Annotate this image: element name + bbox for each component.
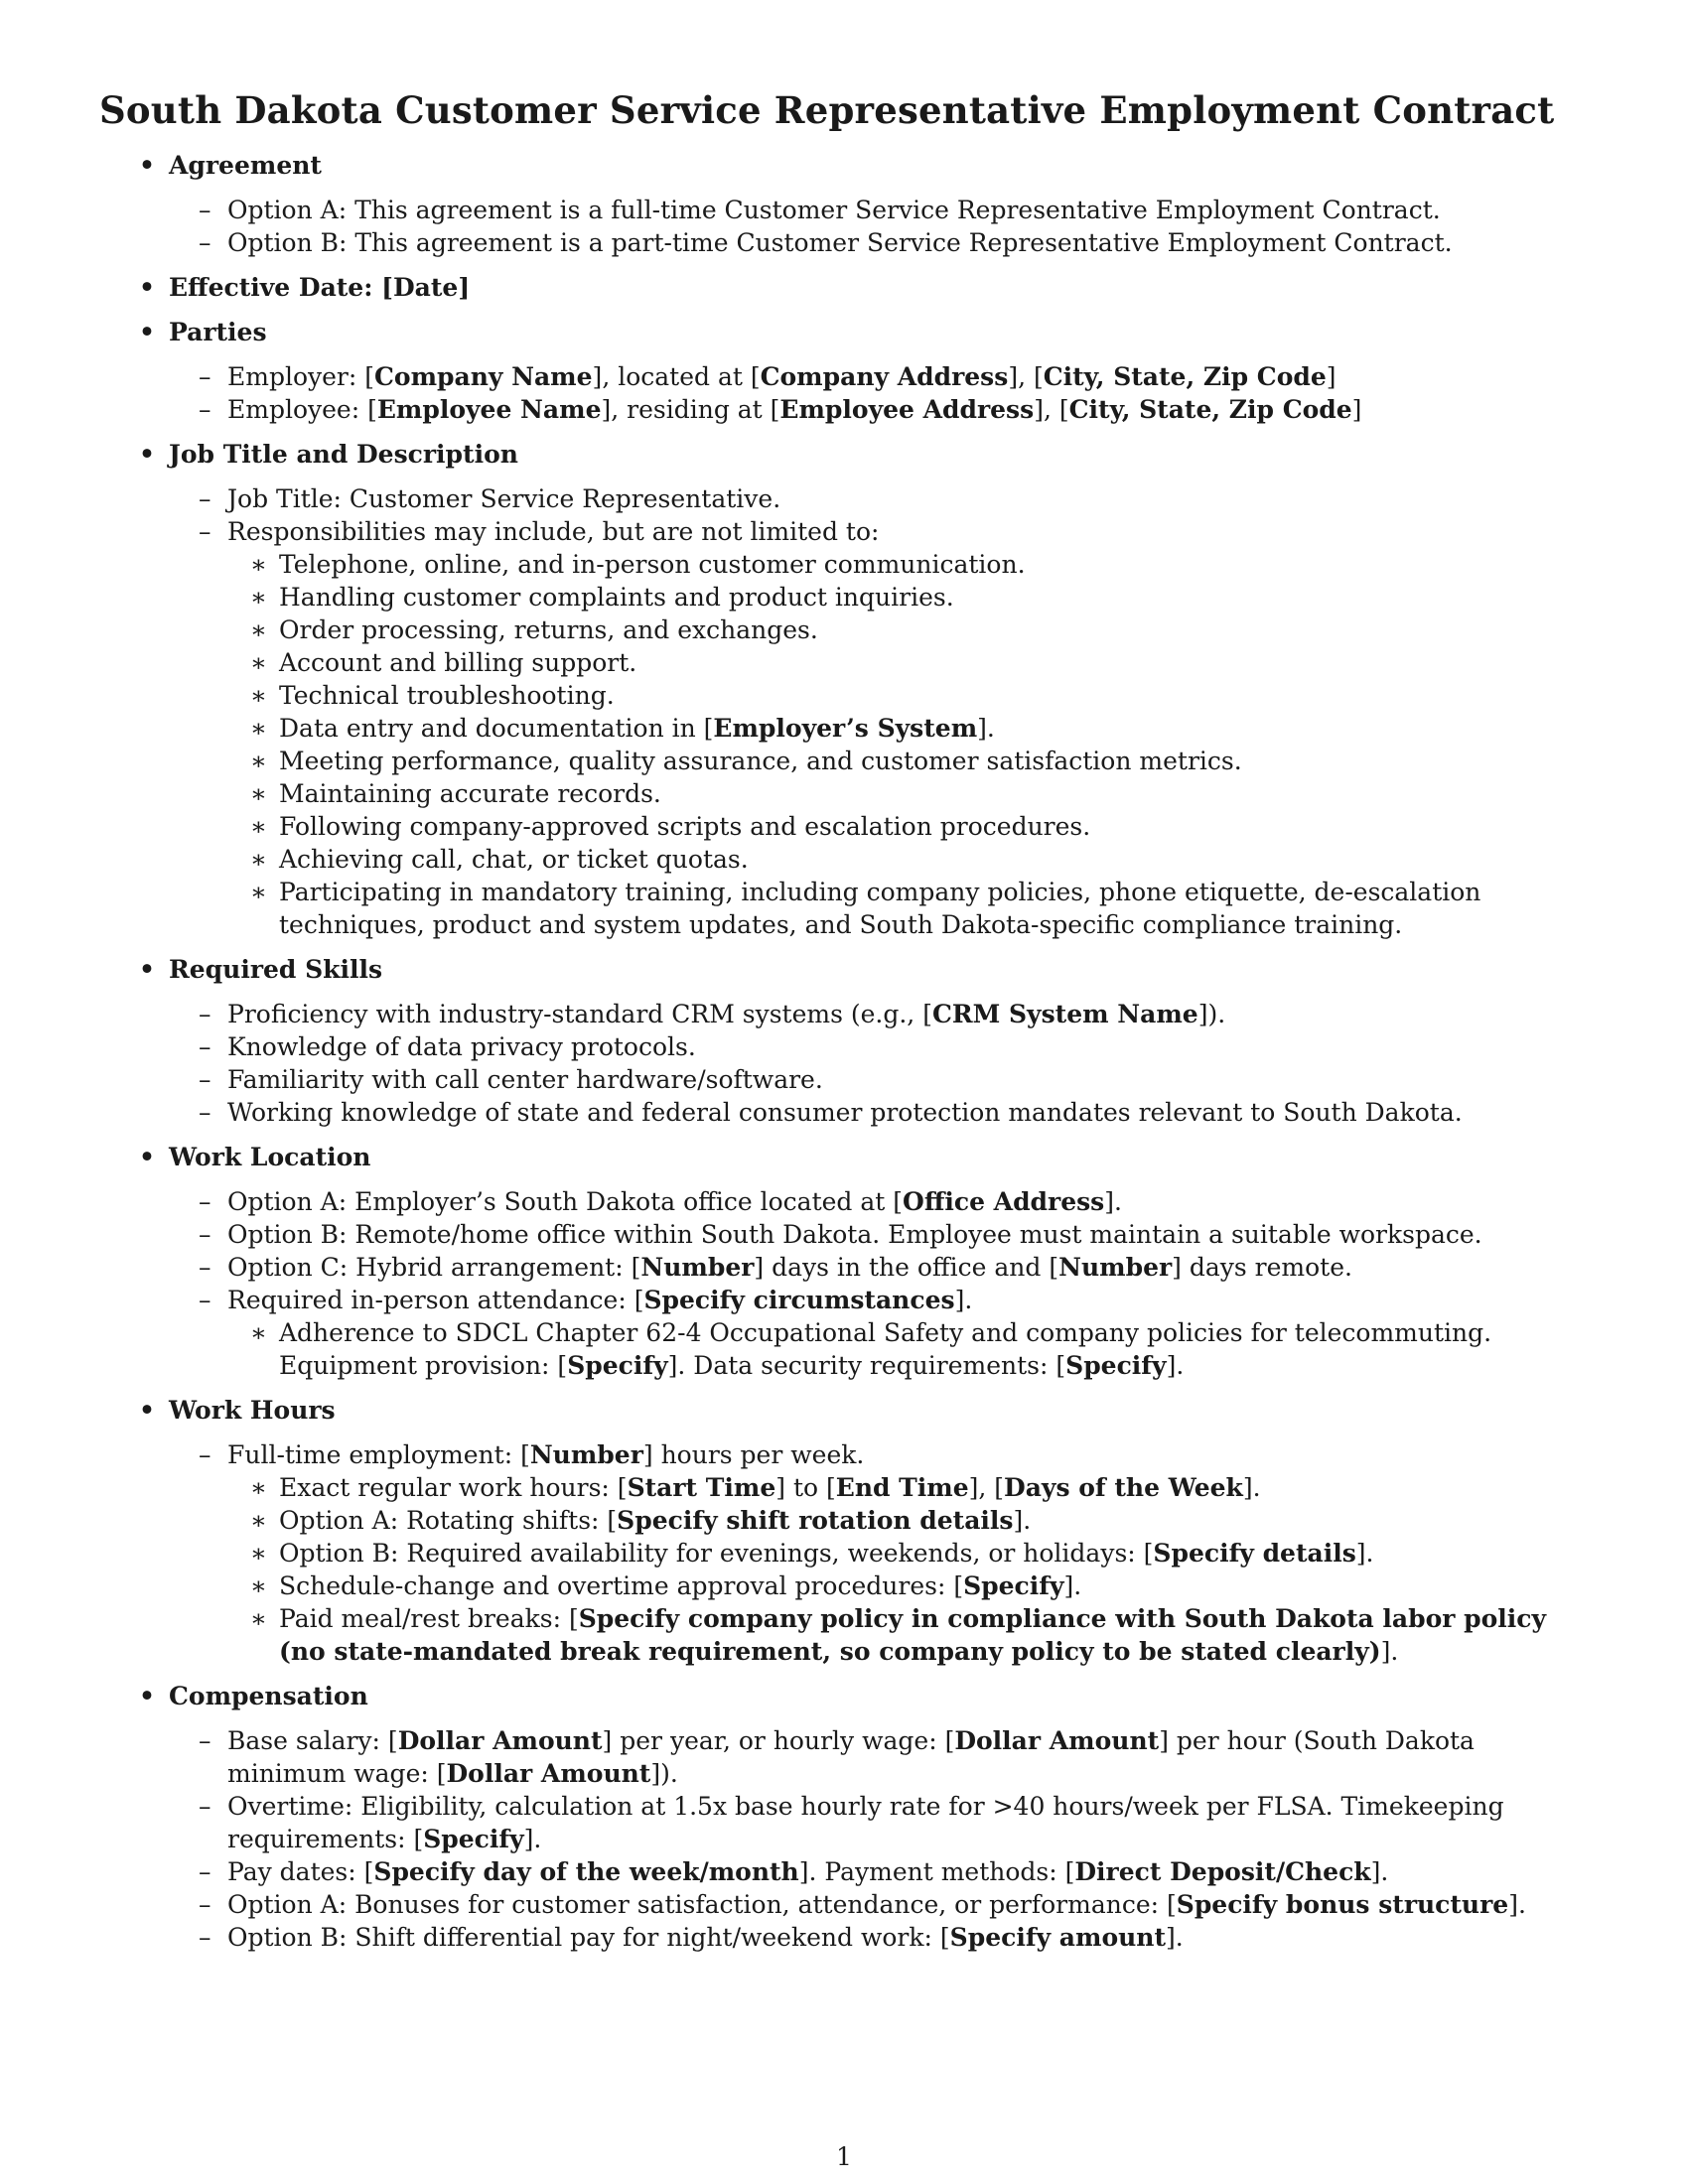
- page-number: 1: [836, 2142, 852, 2171]
- circumstances-field: Specify circumstances: [643, 1286, 955, 1314]
- office-days-field: Number: [640, 1253, 755, 1282]
- section-parties: [99, 316, 1599, 426]
- employer-label: Employer:: [227, 362, 357, 391]
- responsibility-item: ∗ Handling customer complaints and product inquiries.: [99, 581, 1599, 614]
- responsibility-item: ∗ Participating in mandatory training, including company policies, phone etiquette, de-escalation techniques, product and system updates, and South Dakota-specific compliance training.: [99, 876, 1599, 941]
- section-heading-skills: • Required Skills: [99, 953, 1599, 986]
- overtime-item: – Overtime: Eligibility, calculation at 1.5x base hourly rate for >40 hours/week per FLSA. Timekeeping requirements: [Specify].: [99, 1790, 1599, 1855]
- crm-system-field: CRM System Name: [931, 1000, 1198, 1028]
- timekeeping-field: Specify: [423, 1825, 524, 1853]
- residing-at-text: , residing at: [611, 395, 763, 424]
- comp-text: Pay dates:: [227, 1857, 356, 1886]
- remote-days-field: Number: [1058, 1253, 1173, 1282]
- salary-amount-field: Dollar Amount: [397, 1726, 603, 1755]
- hours-item: ∗ Option B: Required availability for evenings, weekends, or holidays: [Specify details].: [99, 1537, 1599, 1570]
- employer-system-field: Employer’s System: [713, 714, 978, 743]
- hours-item: ∗ Schedule-change and overtime approval procedures: [Specify].: [99, 1570, 1599, 1602]
- office-address-field: Office Address: [903, 1187, 1105, 1216]
- location-text: days remote.: [1189, 1253, 1352, 1282]
- minimum-wage-field: Dollar Amount: [446, 1759, 651, 1788]
- comp-text: Base salary:: [227, 1726, 380, 1755]
- skill-item: – Knowledge of data privacy protocols.: [99, 1030, 1599, 1063]
- shift-rotation-field: Specify shift rotation details: [617, 1506, 1014, 1535]
- section-heading-parties: • Parties: [99, 316, 1599, 348]
- agreement-option-a: – Option A: This agreement is a full-time Customer Service Representative Employment Contract.: [99, 194, 1599, 226]
- skill-text: Proficiency with industry-standard CRM systems (e.g.,: [227, 1000, 915, 1028]
- agreement-option-b: – Option B: This agreement is a part-time Customer Service Representative Employment Contract.: [99, 226, 1599, 259]
- effective-date-field: Date: [393, 273, 459, 302]
- comp-text: . Payment methods:: [808, 1857, 1057, 1886]
- base-salary-item: – Base salary: [Dollar Amount] per year, or hourly wage: [Dollar Amount] per hour (South Dakota minimum wage: [Dollar Amount]).: [99, 1724, 1599, 1790]
- section-heading-agreement: • Agreement: [99, 149, 1599, 182]
- pay-day-field: Specify day of the week/month: [373, 1857, 799, 1886]
- responsibility-item: ∗ Following company-approved scripts and escalation procedures.: [99, 810, 1599, 843]
- document-title: South Dakota Customer Service Representative Employment Contract: [99, 88, 1555, 132]
- responsibility-item: ∗ Account and billing support.: [99, 646, 1599, 679]
- hours-text: Exact regular work hours:: [279, 1473, 610, 1502]
- bonus-item: – Option A: Bonuses for customer satisfaction, attendance, or performance: [Specify bonus structure].: [99, 1888, 1599, 1921]
- responsibilities-intro: Responsibilities may include, but are not limited to:: [227, 517, 880, 546]
- hours-text: Schedule-change and overtime approval procedures:: [279, 1571, 946, 1600]
- shift-amount-field: Specify amount: [949, 1923, 1167, 1952]
- job-title-line: – Job Title: Customer Service Representative.: [99, 482, 1599, 515]
- employee-name-field: Employee Name: [376, 395, 602, 424]
- employer-address-field: Company Address: [760, 362, 1009, 391]
- section-heading-work-hours: • Work Hours: [99, 1394, 1599, 1427]
- employee-address-field: Employee Address: [779, 395, 1035, 424]
- location-option-a: – Option A: Employer’s South Dakota office located at [Office Address].: [99, 1185, 1599, 1218]
- section-heading-job: • Job Title and Description: [99, 438, 1599, 471]
- hours-text: hours per week.: [660, 1440, 865, 1469]
- employer-city-field: City, State, Zip Code: [1043, 362, 1327, 391]
- shift-differential-item: – Option B: Shift differential pay for night/weekend work: [Specify amount].: [99, 1921, 1599, 1954]
- skill-item: – Working knowledge of state and federal consumer protection mandates relevant to South Dakota.: [99, 1096, 1599, 1129]
- responsibility-text: Data entry and documentation in: [279, 714, 696, 743]
- hourly-wage-field: Dollar Amount: [954, 1726, 1160, 1755]
- skill-item: – Familiarity with call center hardware/software.: [99, 1063, 1599, 1096]
- section-skills: [99, 953, 1599, 1129]
- hours-text: Full-time employment:: [227, 1440, 513, 1469]
- break-policy-field: Specify company policy in compliance with South Dakota labor policy (no state-mandated break requirement, so company policy to be stated clearly): [279, 1604, 1547, 1666]
- hours-text: Option B: Required availability for evenings, weekends, or holidays:: [279, 1539, 1136, 1568]
- payment-method-field: Direct Deposit/Check: [1074, 1857, 1371, 1886]
- party-employee: – Employee: [Employee Name], residing at [Employee Address], [City, State, Zip Code]: [99, 393, 1599, 426]
- employee-city-field: City, State, Zip Code: [1068, 395, 1352, 424]
- employer-name-field: Company Name: [374, 362, 593, 391]
- responsibility-item: ∗ Order processing, returns, and exchanges.: [99, 614, 1599, 646]
- responsibility-item: ∗ Meeting performance, quality assurance, and customer satisfaction metrics.: [99, 745, 1599, 777]
- hours-item: ∗ Paid meal/rest breaks: [Specify company policy in compliance with South Dakota labor policy (no state-mandated break requirement, so company policy to be stated clearly)].: [99, 1602, 1599, 1668]
- location-text: Required in-person attendance:: [227, 1286, 627, 1314]
- equipment-field: Specify: [567, 1351, 668, 1380]
- hours-text: to: [792, 1473, 819, 1502]
- section-job: [99, 438, 1599, 941]
- telecommuting-text: Adherence to SDCL Chapter 62-4 Occupational Safety and company policies for telecommuting. Equipment provision:: [279, 1318, 1492, 1380]
- data-security-field: Specify: [1065, 1351, 1167, 1380]
- responsibility-item: ∗ Technical troubleshooting.: [99, 679, 1599, 712]
- skill-item: – Proficiency with industry-standard CRM systems (e.g., [CRM System Name]).: [99, 998, 1599, 1030]
- full-time-item: – Full-time employment: [Number] hours per week. ∗ Exact regular work hours: [Start Time] to [End Time], [Days of the Week]. ∗ Option A: Rotating shifts: [Specify shift rotation details]. ∗ Option B: Required availability for evenings, weekends, or holidays: [Specify details]. ∗ Schedule-change and overtime approval procedures: [Specify]. ∗ Paid meal/rest breaks: [Specify company policy in compliance with South Dakota labor policy (no state-mandated break requirement, so company policy to be stated clearly)].: [99, 1438, 1599, 1668]
- comp-text: Option B: Shift differential pay for night/weekend work:: [227, 1923, 932, 1952]
- location-required-attendance: – Required in-person attendance: [Specify circumstances]. ∗ Adherence to SDCL Chapter 62-4 Occupational Safety and company policies for telecommuting. Equipment provision: [Specify]. Data security requirements: [Specify].: [99, 1284, 1599, 1382]
- employee-label: Employee:: [227, 395, 360, 424]
- section-work-location: [99, 1141, 1599, 1382]
- section-compensation: [99, 1680, 1599, 1954]
- responsibility-item: ∗ Maintaining accurate records.: [99, 777, 1599, 810]
- telecommuting-item: ∗ Adherence to SDCL Chapter 62-4 Occupational Safety and company policies for telecommuting. Equipment provision: [Specify]. Data security requirements: [Specify].: [99, 1316, 1599, 1382]
- start-time-field: Start Time: [627, 1473, 776, 1502]
- comp-text: Option A: Bonuses for customer satisfaction, attendance, or performance:: [227, 1890, 1160, 1919]
- comp-text: per hour (South Dakota minimum wage:: [227, 1726, 1475, 1788]
- location-option-c: – Option C: Hybrid arrangement: [Number] days in the office and [Number] days remote.: [99, 1251, 1599, 1284]
- availability-details-field: Specify details: [1153, 1539, 1356, 1568]
- responsibility-item: ∗ Data entry and documentation in [Employer’s System].: [99, 712, 1599, 745]
- effective-date-line: • Effective Date: [Date]: [99, 271, 1599, 304]
- location-text: days in the office and: [772, 1253, 1042, 1282]
- section-heading-work-location: • Work Location: [99, 1141, 1599, 1173]
- section-heading-compensation: • Compensation: [99, 1680, 1599, 1712]
- section-agreement: [99, 149, 1599, 259]
- days-of-week-field: Days of the Week: [1004, 1473, 1243, 1502]
- location-text: Option A: Employer’s South Dakota office located at: [227, 1187, 886, 1216]
- party-employer: – Employer: [Company Name], located at [Company Address], [City, State, Zip Code]: [99, 360, 1599, 393]
- comp-text: per year, or hourly wage:: [620, 1726, 937, 1755]
- document-page: [99, 85, 1599, 1966]
- responsibility-item: ∗ Achieving call, chat, or ticket quotas.: [99, 843, 1599, 876]
- location-option-b: – Option B: Remote/home office within South Dakota. Employee must maintain a suitable workspace.: [99, 1218, 1599, 1251]
- hours-text: Paid meal/rest breaks:: [279, 1604, 561, 1633]
- responsibilities-item: [99, 515, 1599, 941]
- hours-text: Option A: Rotating shifts:: [279, 1506, 600, 1535]
- location-text: Option C: Hybrid arrangement:: [227, 1253, 624, 1282]
- telecommuting-text: . Data security requirements:: [677, 1351, 1049, 1380]
- responsibility-item: ∗ Telephone, online, and in-person customer communication.: [99, 548, 1599, 581]
- located-at-text: , located at: [602, 362, 743, 391]
- hours-item: ∗ Option A: Rotating shifts: [Specify shift rotation details].: [99, 1504, 1599, 1537]
- pay-dates-item: – Pay dates: [Specify day of the week/month]. Payment methods: [Direct Deposit/Check].: [99, 1855, 1599, 1888]
- effective-date-label: Effective Date:: [169, 273, 373, 302]
- section-work-hours: [99, 1394, 1599, 1668]
- comp-text: Overtime: Eligibility, calculation at 1.5x base hourly rate for >40 hours/week per FLSA. Timekeeping requirements:: [227, 1792, 1504, 1853]
- bonus-structure-field: Specify bonus structure: [1176, 1890, 1509, 1919]
- end-time-field: End Time: [835, 1473, 969, 1502]
- section-effective-date: [99, 271, 1599, 304]
- approval-procedures-field: Specify: [963, 1571, 1064, 1600]
- hours-per-week-field: Number: [529, 1440, 643, 1469]
- hours-item: ∗ Exact regular work hours: [Start Time] to [End Time], [Days of the Week].: [99, 1471, 1599, 1504]
